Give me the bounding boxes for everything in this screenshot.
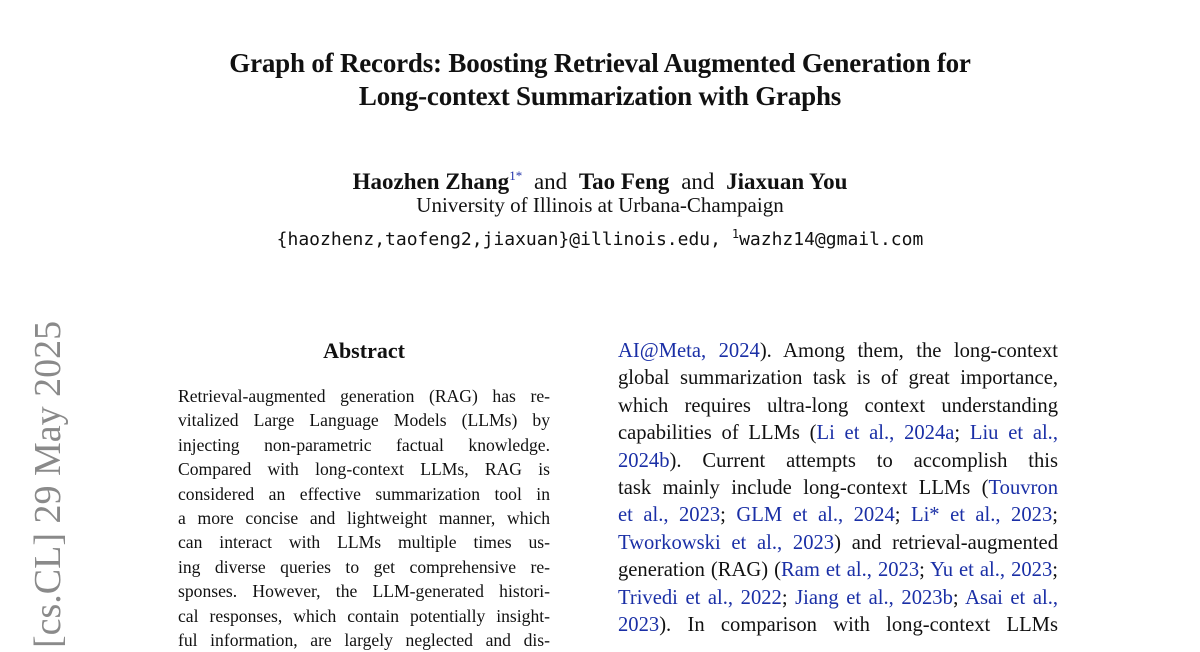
- citation-link[interactable]: Ram et al., 2023: [781, 559, 920, 582]
- intro-column: [618, 338, 1058, 639]
- intro-text: task mainly include long-context LLMs (: [618, 477, 989, 500]
- intro-line: [618, 612, 1058, 639]
- abstract-line: sponses. However, the LLM-generated histori-: [178, 581, 550, 602]
- abstract-line: a more concise and lightweight manner, which: [178, 508, 550, 529]
- author-separator: and: [533, 169, 568, 194]
- author-name: Tao Feng: [578, 169, 670, 194]
- email-alternate: wazhz14@gmail.com: [739, 229, 924, 250]
- author-emails: [0, 221, 1200, 253]
- intro-line: [618, 502, 1058, 529]
- abstract-line: ing diverse queries to get comprehensive re-: [178, 556, 550, 577]
- author-list: [0, 162, 1200, 196]
- intro-text: ). Current attempts to accomplish this: [669, 449, 1058, 472]
- intro-line: [618, 475, 1058, 502]
- citation-separator: ;: [1052, 559, 1059, 582]
- citation-link[interactable]: GLM et al., 2024: [736, 504, 895, 527]
- citation-separator: ;: [954, 422, 970, 445]
- author-separator: and: [681, 169, 715, 194]
- intro-line: which requires ultra-long context understanding: [618, 394, 1058, 417]
- intro-line: [618, 585, 1058, 612]
- citation-separator: ;: [894, 504, 911, 527]
- citation-separator: ;: [952, 586, 966, 609]
- intro-text: capabilities of LLMs (: [618, 422, 817, 445]
- title-line-1: Graph of Records: Boosting Retrieval Augmented Generation for: [229, 48, 971, 78]
- intro-text: ). In comparison with long-context LLMs: [659, 614, 1058, 637]
- citation-link[interactable]: Liu et al.,: [969, 422, 1058, 445]
- citation-link[interactable]: 2023: [618, 614, 660, 637]
- citation-link[interactable]: et al., 2023: [618, 504, 721, 527]
- author-name: Jiaxuan You: [726, 169, 848, 194]
- intro-line: [618, 448, 1058, 475]
- intro-text: ) and retrieval-augmented: [834, 531, 1058, 554]
- intro-text: generation (RAG) (: [618, 559, 781, 582]
- abstract-line: can interact with LLMs multiple times us-: [178, 532, 550, 553]
- citation-link[interactable]: Jiang et al., 2023b: [795, 586, 953, 609]
- author-affil-mark: 1*: [509, 168, 523, 183]
- citation-link[interactable]: Yu et al., 2023: [930, 559, 1053, 582]
- intro-text: ). Among them, the long-context: [759, 340, 1058, 362]
- citation-separator: ;: [1052, 504, 1058, 527]
- abstract-line: vitalized Large Language Models (LLMs) by: [178, 410, 550, 431]
- abstract-line: ful information, are largely neglected and dis-: [178, 630, 550, 651]
- abstract-line: Retrieval-augmented generation (RAG) has re-: [178, 386, 550, 406]
- citation-link[interactable]: Li et al., 2024a: [816, 422, 955, 445]
- citation-link[interactable]: Touvron: [988, 477, 1058, 500]
- paper-title: [0, 47, 1200, 113]
- citation-separator: ;: [720, 504, 737, 527]
- intro-line: [618, 557, 1058, 584]
- abstract-line: Compared with long-context LLMs, RAG is: [178, 459, 550, 480]
- citation-link[interactable]: Tworkowski et al., 2023: [618, 531, 835, 554]
- citation-separator: ;: [781, 586, 796, 609]
- abstract-line: cal responses, which contain potentially insight-: [178, 605, 550, 626]
- arxiv-side-stamp: [cs.CL] 29 May 2025: [27, 320, 69, 648]
- abstract-line: considered an effective summarization tool in: [178, 483, 550, 504]
- intro-line: [618, 530, 1058, 557]
- affiliation: University of Illinois at Urbana-Champaign: [416, 193, 784, 217]
- author-name: Haozhen Zhang: [352, 169, 510, 194]
- citation-link[interactable]: Trivedi et al., 2022: [618, 586, 782, 609]
- intro-line: global summarization task is of great importance,: [618, 367, 1058, 390]
- citation-separator: ;: [919, 559, 931, 582]
- citation-link[interactable]: 2024b: [618, 449, 670, 472]
- email-affil-mark: 1: [731, 227, 740, 241]
- citation-link[interactable]: AI@Meta, 2024: [618, 340, 760, 362]
- citation-link[interactable]: Li* et al., 2023: [911, 504, 1053, 527]
- intro-line: [618, 338, 1058, 365]
- citation-link[interactable]: Asai et al.,: [965, 586, 1059, 609]
- title-line-2: Long-context Summarization with Graphs: [358, 81, 842, 111]
- abstract-heading: Abstract: [323, 338, 405, 363]
- email-primary: {haozhenz,taofeng2,jiaxuan}@illinois.edu,: [276, 229, 721, 250]
- abstract-line: injecting non-parametric factual knowledge.: [178, 434, 550, 455]
- intro-line: [618, 420, 1058, 447]
- abstract-body: [178, 384, 550, 652]
